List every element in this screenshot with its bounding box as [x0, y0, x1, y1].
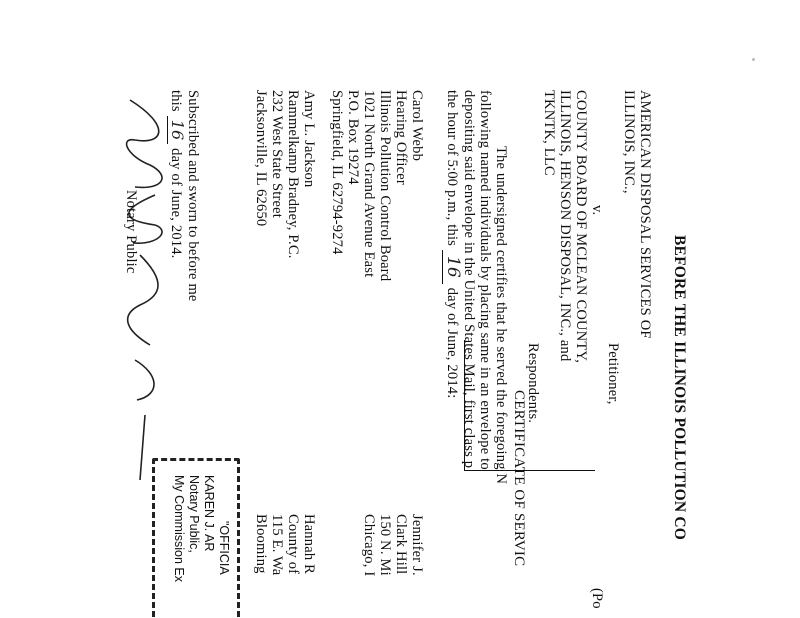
seal-line-2: KAREN J. AR — [202, 475, 216, 552]
body-line-4-prefix: the hour of 5:00 p.m., this — [444, 90, 460, 247]
addressee-2-line-4: Chicago, I — [361, 514, 377, 577]
body-line-4 — [444, 90, 461, 398]
body-line-2: following named individuals by placing same in an envelope to — [477, 90, 493, 470]
addressee-3-line-1: Amy L. Jackson — [301, 90, 317, 188]
addressee-3-line-3: 232 West State Street — [269, 90, 285, 219]
seal-line-4: My Commission Ex — [172, 475, 186, 582]
addressee-1-line-1: Carol Webb — [409, 90, 425, 162]
respondent-line-2: ILLINOIS, HENSON DISPOSAL, INC., and — [557, 90, 573, 362]
notary-public-label: Notary Public — [123, 190, 139, 274]
case-number-fragment: (Po — [589, 588, 605, 609]
respondent-line-3: TKNTK, LLC — [541, 90, 557, 176]
jurat-line-2-prefix: this — [168, 90, 184, 112]
respondent-role: Respondents. — [525, 343, 541, 424]
jurat-line-1: Subscribed and sworn to before me — [185, 90, 201, 302]
scanned-page — [75, 0, 695, 618]
certificate-heading: CERTIFICATE OF SERVIC — [511, 390, 527, 567]
addressee-4-line-4: Blooming — [253, 514, 269, 574]
addressee-1-line-5: P.O. Box 19274 — [345, 90, 361, 185]
addressee-1-line-3: Illinois Pollution Control Board — [377, 90, 393, 282]
versus-label: v. — [589, 205, 605, 216]
seal-line-3: Notary Public, — [187, 475, 201, 553]
body-line-1: The undersigned certifies that he served the foregoing N — [493, 146, 509, 485]
addressee-1-line-6: Springfield, IL 62794-9274 — [329, 90, 345, 255]
seal-line-1: "OFFICIA — [217, 521, 231, 575]
addressee-2-line-1: Jennifer J. — [409, 514, 425, 576]
addressee-4-line-2: County of — [285, 514, 301, 575]
respondent-line-1: COUNTY BOARD OF MCLEAN COUNTY, — [573, 90, 589, 364]
addressee-3-line-2: Rammelkamp Bradney, P.C. — [285, 90, 301, 259]
notary-signature — [115, 95, 175, 485]
addressee-2-line-3: 150 N. Mi — [377, 514, 393, 576]
addressee-2-line-2: Clark Hill — [393, 514, 409, 575]
jurat-day-handwritten: 16 — [167, 116, 187, 145]
petitioner-line-1: AMERICAN DISPOSAL SERVICES OF — [637, 90, 653, 339]
jurat-line-2-suffix: day of June, 2014. — [168, 148, 184, 259]
petitioner-line-2: ILLINOIS, INC., — [621, 90, 637, 194]
addressee-3-line-4: Jacksonville, IL 62650 — [253, 90, 269, 227]
document-title: BEFORE THE ILLINOIS POLLUTION CO — [671, 235, 688, 540]
petitioner-role: Petitioner, — [605, 343, 621, 405]
addressee-1-line-4: 1021 North Grand Avenue East — [361, 90, 377, 278]
scan-speck — [752, 58, 755, 61]
service-day-handwritten: 16 — [442, 250, 463, 284]
body-line-4-suffix: day of June, 2014: — [444, 287, 460, 399]
addressee-1-line-2: Hearing Officer — [393, 90, 409, 185]
addressee-4-line-1: Hannah R — [301, 514, 317, 574]
addressee-4-line-3: 115 E. Wa — [269, 514, 285, 576]
body-line-3: depositing said envelope in the United States Mail, first class p — [461, 90, 477, 469]
caption-bracket-vertical — [465, 470, 595, 471]
